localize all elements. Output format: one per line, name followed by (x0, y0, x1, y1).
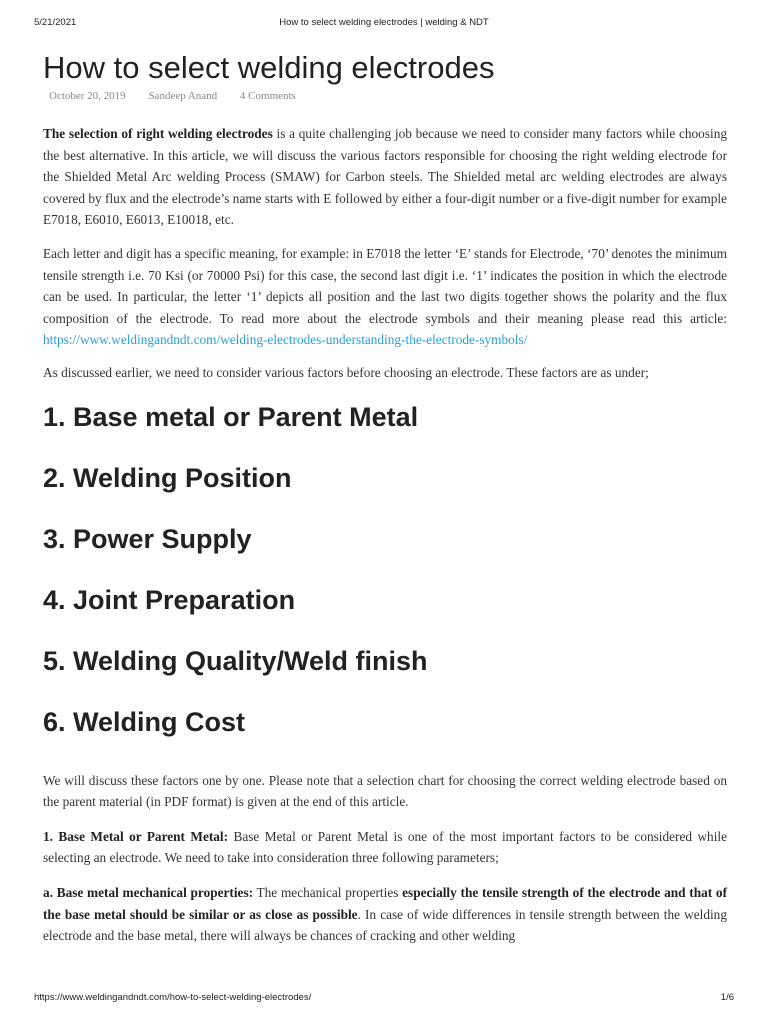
mechanical-properties-emphasis: especially the tensile strength of the electrode and that of the base metal should be similar or as close as possible (43, 884, 727, 922)
print-url[interactable]: https://www.weldingandndt.com/how-to-select-welding-electrodes/ (34, 992, 312, 1003)
print-header (0, 17, 768, 31)
base-metal-paragraph (43, 826, 727, 869)
discussion-paragraph: We will discuss these factors one by one. Please note that a selection chart for choosing the correct welding electrode based on the parent material (in PDF format) is given at the end of this article. (43, 772, 727, 810)
mechanical-properties-text: The mechanical properties (253, 884, 403, 900)
page-title: How to select welding electrodes (43, 50, 495, 85)
post-date[interactable]: October 20, 2019 (49, 90, 126, 102)
print-date: 5/21/2021 (34, 17, 77, 28)
symbol-paragraph (43, 243, 727, 351)
base-metal-text: Base Metal or Parent Metal is one of the most important factors to be considered while selecting an electrode. We need to take into consideration three following parameters; (43, 828, 727, 866)
factor-heading: 4. Joint Preparation (43, 584, 296, 615)
factors-intro-paragraph: As discussed earlier, we need to consider various factors before choosing an electrode. These factors are as under; (43, 364, 649, 380)
print-title: How to select welding electrodes | welding & NDT (279, 17, 489, 28)
electrode-symbols-link[interactable]: https://www.weldingandndt.com/welding-electrodes-understanding-the-electrode-symbols/ (43, 332, 528, 348)
symbol-text: Each letter and digit has a specific meaning, for example: in E7018 the letter ‘E’ stands for Electrode, ‘70’ denotes the minimum tensile strength i.e. 70 Ksi (or 70000 Psi) for this case, the second last digit i.e. ‘1’ indicates the position in which the electrode can be used. In particular, the letter ‘1’ depicts all position and the last two digits together shows the polarity and the flux composition of the electrode. To read more about the electrode symbols and their meaning please read this article: (43, 245, 727, 326)
mechanical-properties-label: a. Base metal mechanical properties: (43, 884, 254, 900)
base-metal-label: 1. Base Metal or Parent Metal: (43, 828, 229, 844)
article (43, 50, 727, 947)
factor-list (43, 399, 727, 740)
factor-heading: 3. Power Supply (43, 523, 252, 554)
factor-heading: 6. Welding Cost (43, 706, 246, 737)
intro-text: is a quite challenging job because we need to consider many factors while choosing the best alternative. In this article, we will discuss the various factors responsible for choosing the right welding electrode for the Shielded Metal Arc welding Process (SMAW) for Carbon steels. The Shielded metal arc welding electrodes are always covered by flux and the electrode’s name starts with E followed by either a four-digit number or a five-digit number for example E7018, E6010, E6013, E10018, etc. (43, 126, 727, 228)
page-number: 1/6 (720, 992, 734, 1003)
post-meta (49, 89, 727, 103)
post-author[interactable]: Sandeep Anand (148, 90, 218, 102)
factor-heading: 1. Base metal or Parent Metal (43, 401, 419, 432)
print-footer (0, 992, 768, 1006)
factor-heading: 5. Welding Quality/Weld finish (43, 645, 428, 676)
factor-heading: 2. Welding Position (43, 462, 292, 493)
mechanical-properties-rest: . In case of wide differences in tensile strength between the welding electrode and the base metal, there will always be chances of cracking and other welding (43, 906, 727, 944)
post-comments[interactable]: 4 Comments (239, 90, 296, 102)
intro-lead: The selection of right welding electrodes (43, 126, 273, 141)
intro-paragraph (43, 123, 727, 231)
mechanical-properties-paragraph (43, 882, 727, 947)
